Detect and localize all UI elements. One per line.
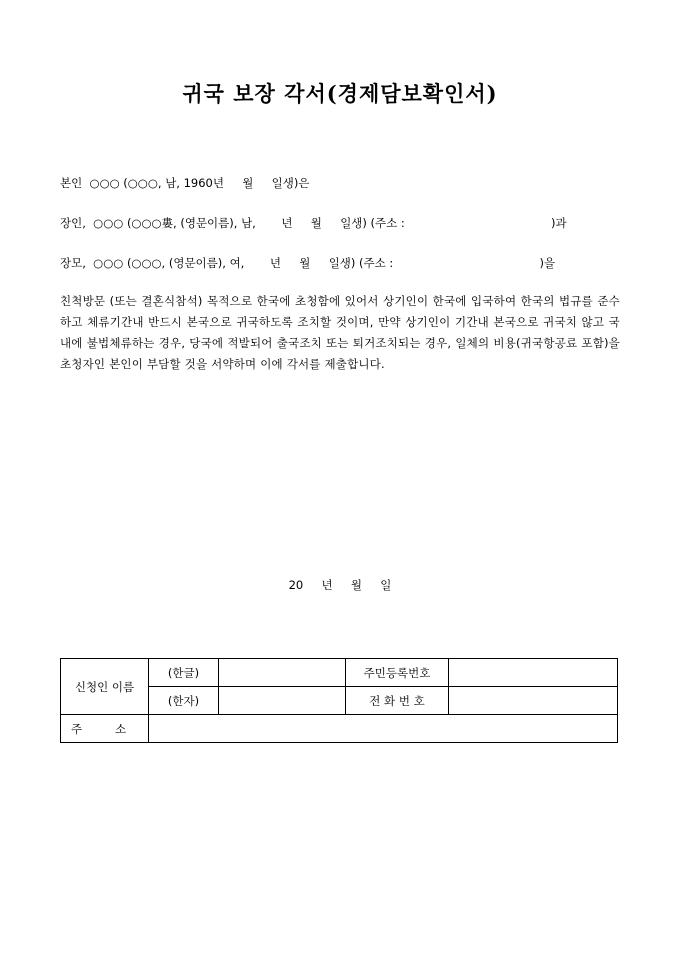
hanja-name-field[interactable] xyxy=(219,687,346,715)
phone-field[interactable] xyxy=(449,687,618,715)
document-title: 귀국 보장 각서(경제담보확인서) xyxy=(182,81,498,106)
phone-label-text: 전 화 번 호 xyxy=(369,693,425,708)
hanja-label: (한자) xyxy=(149,687,219,715)
form-row-address xyxy=(61,715,618,743)
resident-number-label-text: 주민등록번호 xyxy=(363,665,431,680)
address-label: 주 소 xyxy=(61,715,149,743)
father-in-law-line: 장인, ○○○ (○○○婁, (영문이름), 남, 년 월 일생) (주소 : )과 xyxy=(60,216,567,230)
form-row-hangul xyxy=(61,659,618,687)
applicant-form xyxy=(60,658,618,743)
resident-number-field[interactable] xyxy=(449,659,618,687)
pledge-body: 친척방문 (또는 결혼식참석) 목적으로 한국에 초청함에 있어서 상기인이 한국에 입국하여 한국의 법규를 준수하고 체류기간내 반드시 본국으로 귀국하도록 조치할 것이며, 만약 상기인이 기간내 본국으로 귀국치 않고 국내에 불법체류하는 경우, 당국에 적발되어 출국조치 또는 퇴거조치되는 경우, 일체의 비용(귀국항공료 포함)을 초청자인 본인이 부담할 것을 서약하며 이에 각서를 제출합니다. xyxy=(60,294,620,371)
date-line: 20 년 월 일 xyxy=(288,578,392,592)
address-field[interactable] xyxy=(149,715,618,743)
hangul-label: (한글) xyxy=(149,659,219,687)
mother-in-law-line: 장모, ○○○ (○○○, (영문이름), 여, 년 월 일생) (주소 : )을 xyxy=(60,256,556,270)
applicant-name-label: 신청인 이름 xyxy=(61,659,149,715)
hangul-name-field[interactable] xyxy=(219,659,346,687)
phone-label xyxy=(346,687,449,715)
resident-number-label xyxy=(346,659,449,687)
self-line: 본인 ○○○ (○○○, 남, 1960년 월 일생)은 xyxy=(60,176,310,190)
